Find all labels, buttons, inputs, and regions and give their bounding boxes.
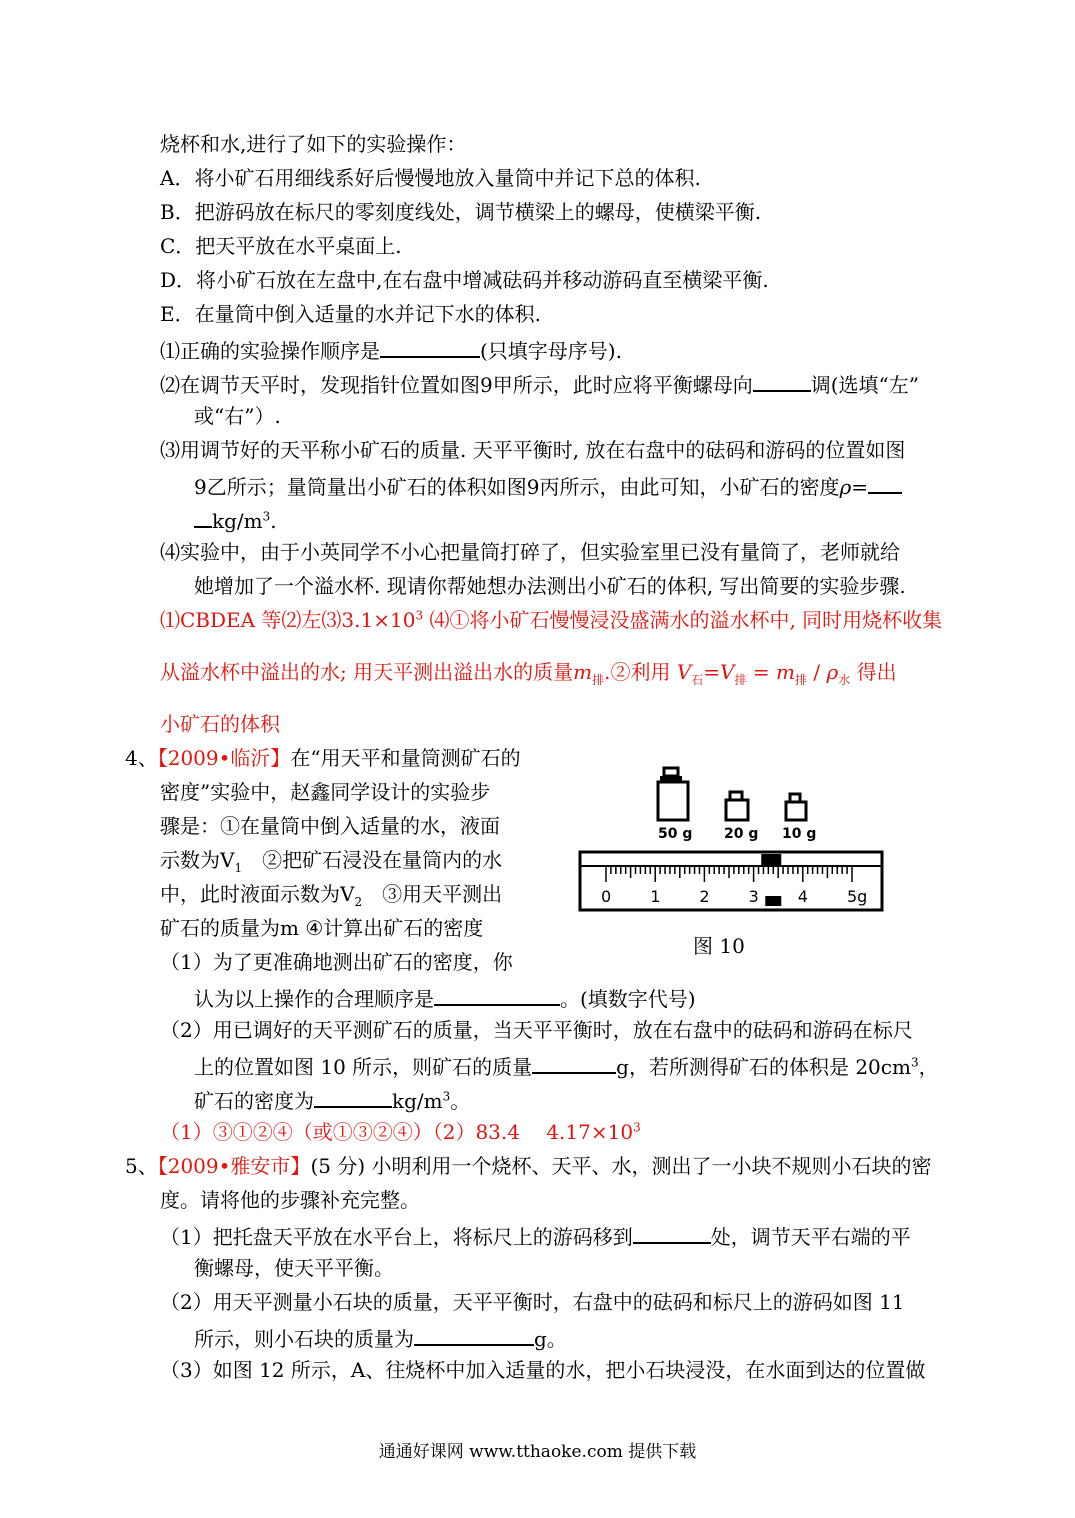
question-1-hint: (只填字母序号). [480, 339, 622, 363]
problem-5-q2: （2）用天平测量小石块的质量，天平平衡时，右盘中的砝码和标尺上的游码如图 11 [160, 1290, 905, 1314]
problem-text: 处，调节天平右端的平 [710, 1225, 911, 1249]
symbol: m [573, 660, 593, 684]
problem-text: (5 分) 小明利用一个烧杯、天平、水，测出了一小块不规则小石块的密 [310, 1154, 932, 1178]
problem-text: g。 [534, 1327, 567, 1351]
unit-exponent: 3 [262, 509, 271, 524]
question-4-cont: 她增加了一个溢水杯. 现请你帮她想办法测出小矿石的体积, 写出简要的实验步骤. [194, 574, 906, 598]
problem-text: ②把矿石浸没在量筒内的水 [262, 848, 503, 872]
problem-text: 所示，则小石块的质量为 [194, 1327, 414, 1351]
scale-label: 2 [699, 887, 710, 906]
scale-label: 3 [748, 887, 759, 906]
rider-top [761, 854, 781, 866]
problem-4-line: 矿石的质量为m ④计算出矿石的密度 [160, 916, 484, 940]
problem-text: 中，此时液面示数为V [160, 882, 355, 906]
scale-label: 4 [797, 887, 808, 906]
problem-text: 矿石的密度为 [194, 1089, 314, 1113]
option-b: B．把游码放在标尺的零刻度线处，调节横梁上的螺母，使横梁平衡. [160, 200, 762, 224]
answer-line-3: 小矿石的体积 [160, 712, 280, 736]
problem-number: 4、 [125, 746, 158, 770]
subscript: 2 [354, 895, 363, 909]
problem-text: 在“用天平和量筒测矿石的 [290, 746, 521, 770]
problem-5-q1-cont: 衡螺母，使天平平衡。 [194, 1256, 394, 1280]
balance-weights-figure [576, 760, 886, 928]
option-e: E．在量筒中倒入适量的水并记下水的体积. [160, 302, 541, 326]
problem-5-q1 [160, 1220, 911, 1251]
problem-text: （1）把托盘天平放在水平台上，将标尺上的游码移到 [160, 1225, 633, 1249]
answer-blank [532, 1050, 616, 1074]
period: . [270, 509, 277, 533]
answer-line-2 [160, 658, 897, 686]
scale-label: 0 [601, 887, 612, 906]
problem-4-line: 骤是：①在量筒中倒入适量的水，液面 [160, 814, 500, 838]
question-3-unit [194, 504, 277, 535]
symbol: V [720, 660, 735, 684]
problem-4-answer [160, 1118, 641, 1146]
operator: = [752, 660, 770, 684]
question-2-hint: 调(选填“左” [810, 373, 919, 397]
option-a: A．将小矿石用细线系好后慢慢地放入量筒中并记下总的体积. [160, 166, 701, 190]
symbol: m [776, 660, 795, 684]
answer-text: 从溢水杯中溢出的水; 用天平测出溢出水的质量 [160, 660, 574, 684]
scale-frame [580, 852, 882, 910]
weight-label: 20 g [724, 826, 759, 842]
subscript: 水 [838, 673, 851, 687]
question-2 [160, 368, 919, 399]
question-1 [160, 334, 622, 365]
problem-5-q2-cont [194, 1322, 567, 1353]
answer-text: （1）③①②④（或①③②④）（2）83.4 4.17×10 [160, 1120, 634, 1144]
answer-blank [633, 1220, 711, 1244]
question-3-text: 9乙所示；量筒量出小矿石的体积如图9丙所示，由此可知，小矿石的密度 [194, 475, 840, 499]
question-4: ⑷实验中，由于小英同学不小心把量筒打碎了，但实验室里已没有量筒了，老师就给 [160, 540, 900, 564]
unit: kg/m [392, 1089, 443, 1113]
source-tag: 【2009•临沂】 [157, 746, 291, 770]
problem-4-q2-cont [194, 1050, 939, 1081]
scale-label: 5g [847, 887, 868, 906]
answer-blank [380, 334, 480, 358]
text-line: 烧杯和水,进行了如下的实验操作： [160, 132, 467, 156]
unit: kg/m [212, 509, 263, 533]
answer-text: .②利用 [604, 660, 671, 684]
subscript: 排 [734, 673, 747, 687]
answer-blank [753, 368, 811, 392]
rider [765, 896, 781, 906]
scale-labels [601, 887, 867, 906]
problem-text: 认为以上操作的合理顺序是 [194, 987, 434, 1011]
problem-number: 5、 [125, 1154, 158, 1178]
question-3-cont [194, 470, 902, 501]
problem-4-q1-cont [194, 982, 696, 1013]
weight-50g [658, 768, 688, 820]
problem-4-q2-cont [194, 1084, 470, 1115]
figure-caption: 图 10 [693, 934, 745, 958]
subscript: 石 [691, 673, 704, 687]
problem-text: g，若所测得矿石的体积是 20cm [616, 1055, 911, 1079]
answer-blank [414, 1322, 534, 1346]
answer-text: 得出 [856, 660, 897, 684]
weight-label: 10 g [782, 826, 817, 842]
subscript: 排 [794, 673, 807, 687]
answer-exponent: 3 [633, 1120, 641, 1135]
answer-exponent: 3 [415, 608, 424, 623]
symbol: ρ [826, 660, 839, 684]
answer-blank [314, 1084, 392, 1108]
question-3: ⑶用调节好的天平称小矿石的质量. 天平平衡时, 放在右盘中的砝码和游码的位置如图 [160, 438, 906, 462]
operator: / [813, 660, 821, 684]
answer-text: ⑴CBDEA 等⑵左⑶3.1×10 [160, 608, 416, 632]
operator: = [703, 660, 721, 684]
answer-line-1 [160, 606, 942, 634]
option-c: C．把天平放在水平桌面上. [160, 234, 402, 258]
question-2-cont: 或“右”）. [194, 404, 281, 428]
problem-text: ③用天平测出 [382, 882, 503, 906]
problem-4-line: 密度”实验中，赵鑫同学设计的实验步 [160, 780, 491, 804]
problem-text: 。(填数字代号) [560, 987, 696, 1011]
punctuation: 。 [450, 1089, 471, 1113]
problem-4-line [160, 846, 502, 874]
answer-blank [868, 470, 902, 494]
footer-text: 通通好课网 www.tthaoke.com 提供下载 [378, 1442, 697, 1462]
problem-4-q1: （1）为了更准确地测出矿石的密度，你 [160, 950, 513, 974]
option-d: D．将小矿石放在左盘中,在右盘中增减砝码并移动游码直至横梁平衡. [160, 268, 769, 292]
rho-symbol: ρ= [839, 475, 868, 499]
scale-ticks [606, 866, 852, 882]
problem-text: 上的位置如图 10 所示，则矿石的质量 [194, 1055, 533, 1079]
scale-label: 1 [650, 887, 661, 906]
subscript: 排 [592, 673, 605, 687]
punctuation: ， [918, 1055, 939, 1079]
problem-4-q2: （2）用已调好的天平测矿石的质量，当天平平衡时，放在右盘中的砝码和游码在标尺 [160, 1018, 913, 1042]
problem-5-line: 度。请将他的步骤补充完整。 [160, 1188, 420, 1212]
answer-blank [194, 504, 212, 528]
problem-5-q3: （3）如图 12 所示，A、往烧杯中加入适量的水，把小石块浸没，在水面到达的位置做 [160, 1358, 926, 1382]
source-tag: 【2009•雅安市】 [157, 1154, 311, 1178]
unit-exponent: 3 [910, 1055, 919, 1070]
unit-exponent: 3 [442, 1089, 451, 1104]
problem-5-header [125, 1152, 931, 1180]
answer-blank [434, 982, 560, 1006]
problem-4-header [125, 744, 521, 772]
problem-text: 示数为V [160, 848, 235, 872]
weight-20g [726, 792, 748, 820]
question-1-text: ⑴正确的实验操作顺序是 [160, 339, 380, 363]
symbol: V [676, 660, 692, 684]
weight-label: 50 g [658, 826, 693, 842]
question-2-text: ⑵在调节天平时，发现指针位置如图9甲所示，此时应将平衡螺母向 [160, 373, 753, 397]
weight-10g [786, 794, 806, 820]
problem-4-line [160, 880, 502, 908]
answer-text-cont: ⑷①将小矿石慢慢浸没盛满水的溢水杯中, 同时用烧杯收集 [423, 608, 943, 632]
subscript: 1 [234, 861, 243, 875]
